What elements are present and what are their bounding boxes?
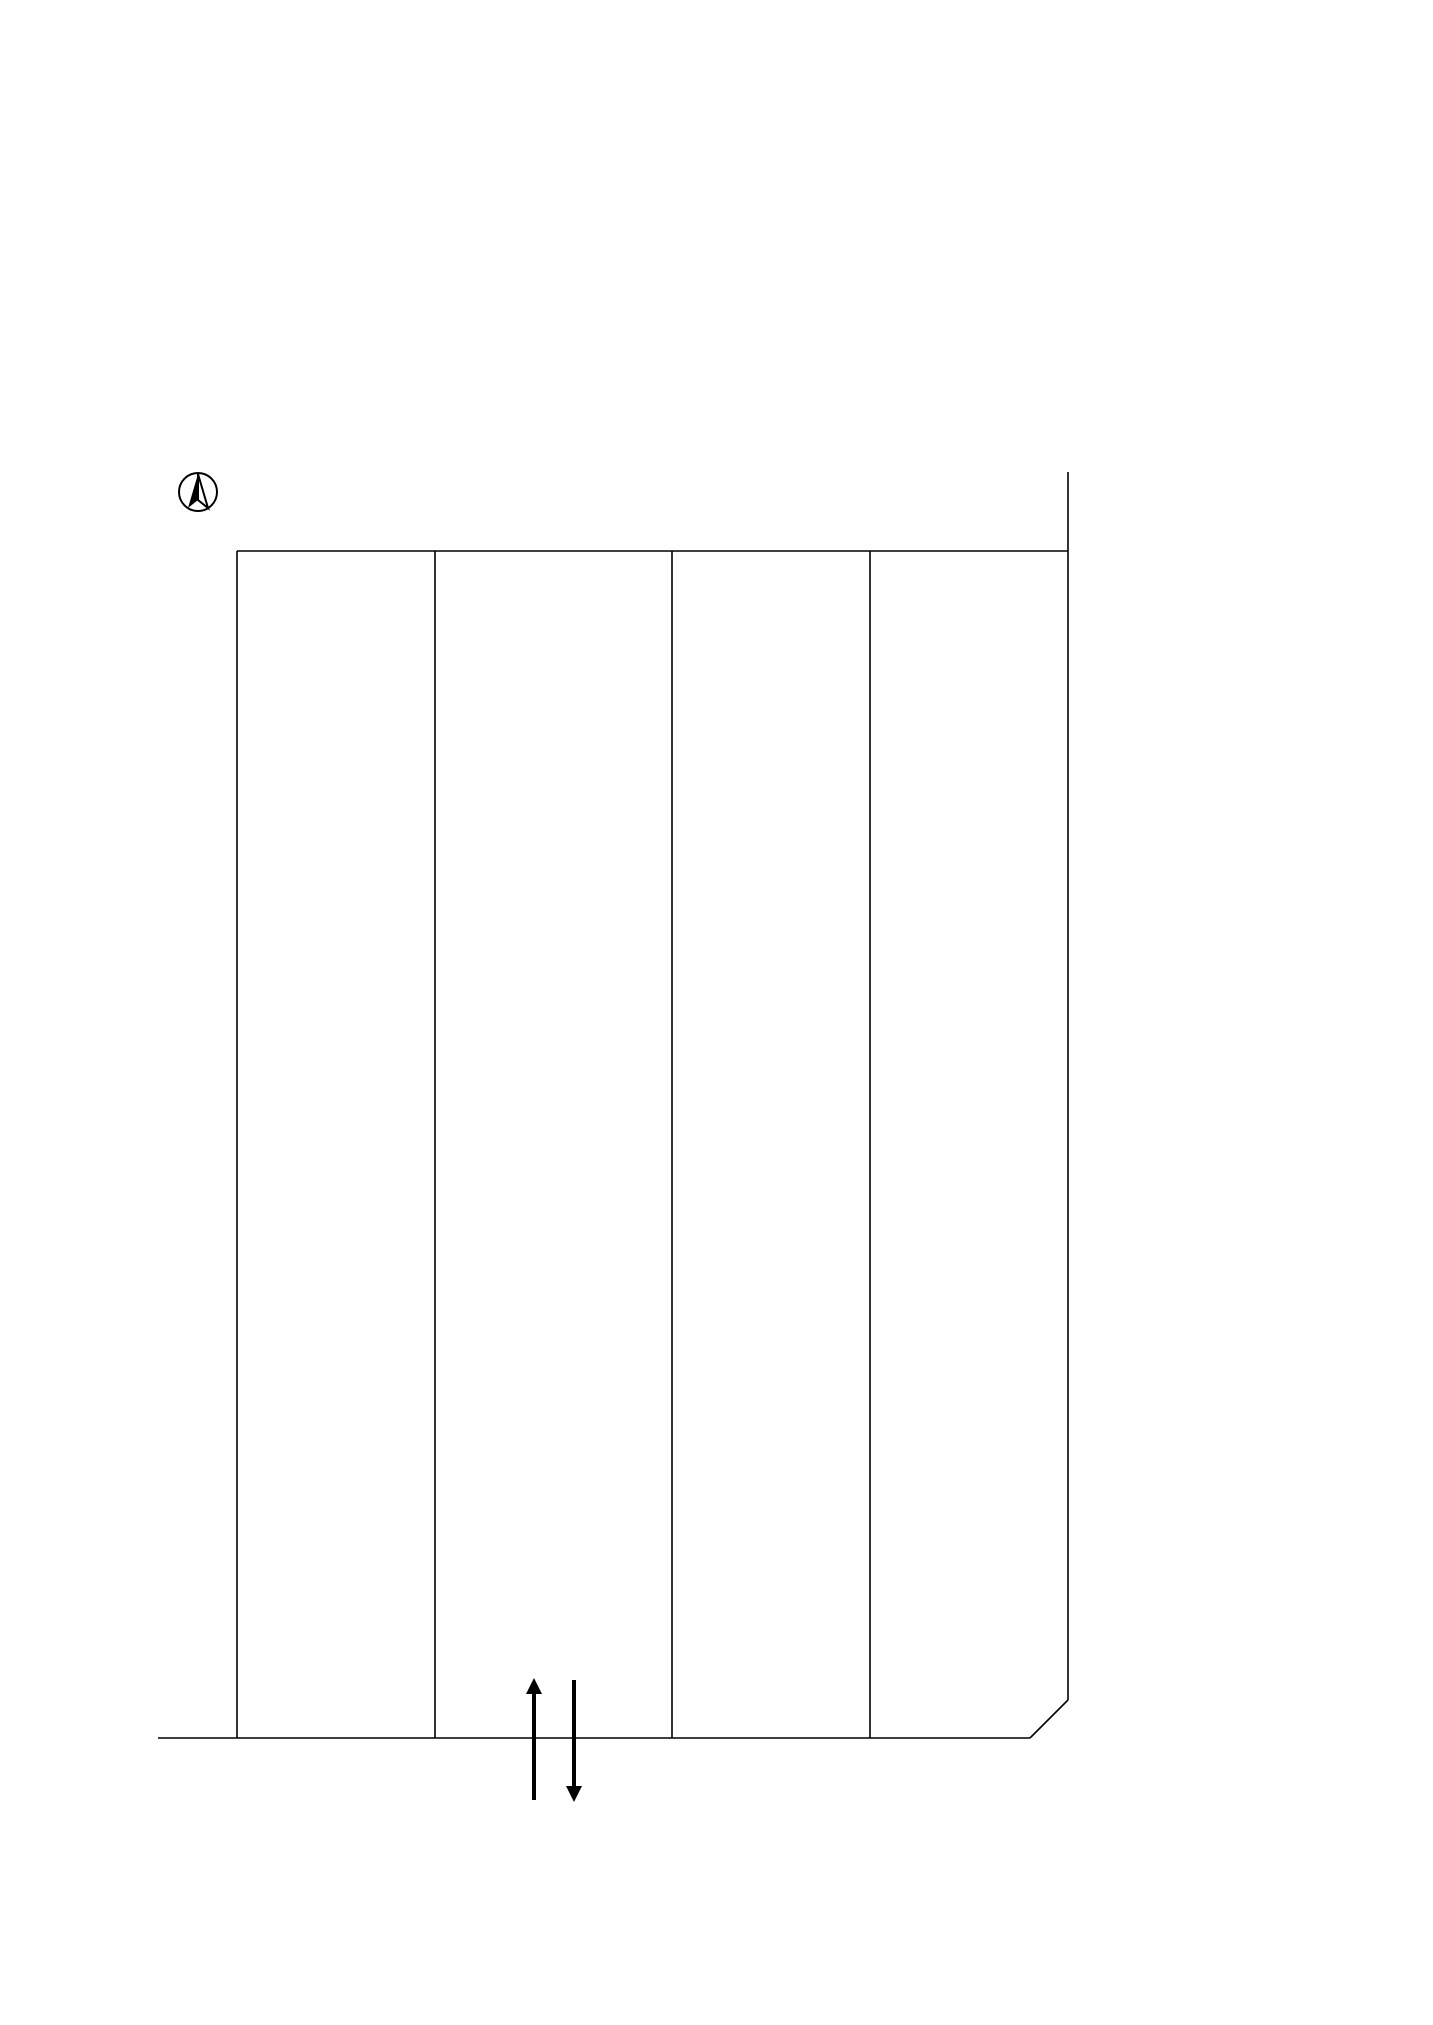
two-way-entrance-arrows-icon xyxy=(526,1678,582,1802)
north-arrow-icon xyxy=(179,473,217,511)
lot-boundary xyxy=(158,472,1068,1738)
